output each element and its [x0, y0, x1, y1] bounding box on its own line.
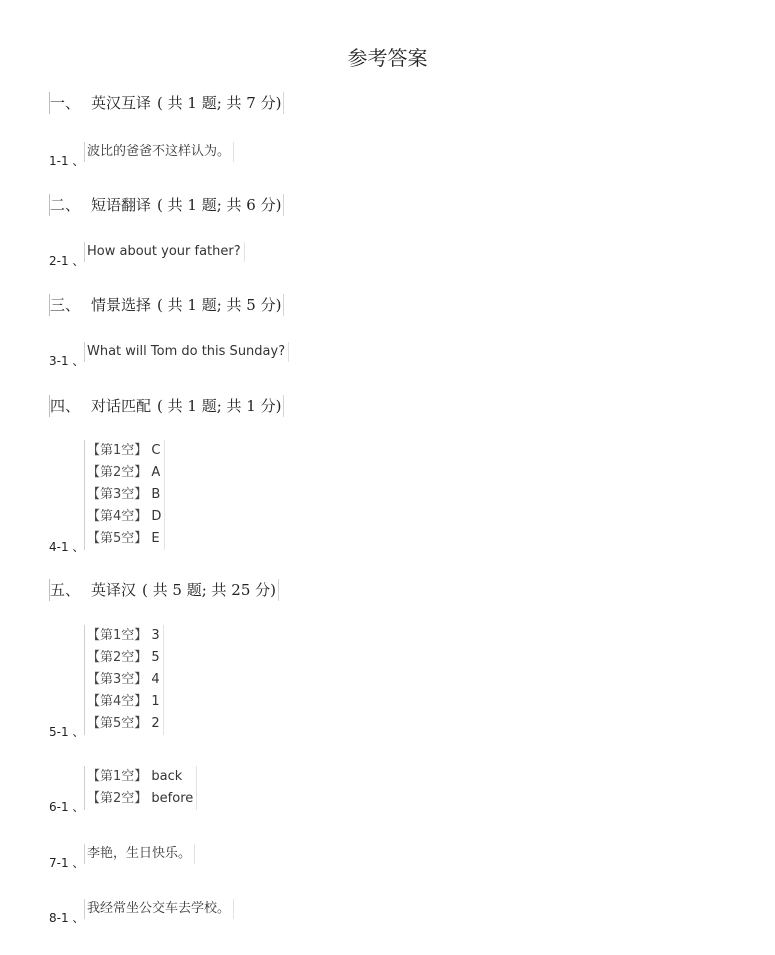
- section-number: 二、: [50, 196, 81, 214]
- section-score: ( 共 1 题; 共 6 分): [157, 196, 282, 214]
- blank-row: [87, 713, 160, 735]
- section-score: ( 共 5 题; 共 25 分): [142, 581, 277, 599]
- blank-row: [87, 506, 161, 528]
- blank-tag: 【第1空】: [87, 628, 148, 643]
- blank-row: [87, 625, 160, 647]
- answer-text: 波比的爸爸不这样认为。: [87, 144, 231, 159]
- answer-text: What will Tom do this Sunday?: [87, 344, 286, 359]
- answer-text: 我经常坐公交车去学校。: [87, 901, 231, 916]
- blank-row: [87, 669, 160, 691]
- blank-value: D: [151, 509, 162, 524]
- blank-value: 1: [151, 694, 160, 709]
- blank-row: [87, 647, 160, 669]
- question-number: 1-1 、: [49, 154, 85, 168]
- section-number: 五、: [50, 581, 81, 599]
- section-score: ( 共 1 题; 共 7 分): [157, 94, 282, 112]
- answer-box: [84, 342, 289, 362]
- blank-tag: 【第2空】: [87, 791, 148, 806]
- section-name: 英译汉: [91, 581, 137, 599]
- blank-value: A: [151, 465, 161, 480]
- section-name: 短语翻译: [91, 196, 152, 214]
- blank-tag: 【第2空】: [87, 465, 148, 480]
- question-number: 2-1 、: [49, 254, 85, 268]
- page-title: 参考答案: [347, 46, 428, 70]
- answer-box: [84, 242, 245, 262]
- question-number: 7-1 、: [49, 856, 85, 870]
- answer-box: [84, 766, 197, 810]
- blank-tag: 【第4空】: [87, 509, 148, 524]
- section-heading-5: [49, 579, 279, 601]
- blank-value: 2: [151, 716, 160, 731]
- blank-row: [87, 788, 193, 810]
- blank-row: [87, 766, 193, 788]
- blank-row: [87, 528, 161, 550]
- blank-value: E: [151, 531, 160, 546]
- blank-tag: 【第4空】: [87, 694, 148, 709]
- section-name: 英汉互译: [91, 94, 152, 112]
- blank-row: [87, 691, 160, 713]
- answer-box: [84, 440, 165, 550]
- section-heading-3: [49, 294, 284, 316]
- blank-value: before: [151, 791, 194, 806]
- blank-tag: 【第5空】: [87, 716, 148, 731]
- section-name: 对话匹配: [91, 397, 152, 415]
- blank-value: back: [151, 769, 183, 784]
- answer-box: [84, 142, 234, 162]
- blank-value: 4: [151, 672, 160, 687]
- answer-box: [84, 844, 195, 864]
- answer-text: 李艳，生日快乐。: [87, 846, 192, 861]
- section-heading-2: [49, 194, 284, 216]
- section-heading-4: [49, 395, 284, 417]
- question-number: 4-1 、: [49, 540, 85, 554]
- answer-box: [84, 625, 164, 735]
- blank-tag: 【第3空】: [87, 672, 148, 687]
- blank-row: [87, 484, 161, 506]
- blank-row: [87, 462, 161, 484]
- blank-tag: 【第1空】: [87, 443, 148, 458]
- section-number: 三、: [50, 296, 81, 314]
- question-number: 6-1 、: [49, 800, 85, 814]
- section-number: 一、: [50, 94, 81, 112]
- blank-tag: 【第1空】: [87, 769, 148, 784]
- section-score: ( 共 1 题; 共 1 分): [157, 397, 282, 415]
- section-number: 四、: [50, 397, 81, 415]
- section-score: ( 共 1 题; 共 5 分): [157, 296, 282, 314]
- blank-value: B: [151, 487, 161, 502]
- question-number: 3-1 、: [49, 354, 85, 368]
- blank-value: 3: [151, 628, 160, 643]
- question-number: 5-1 、: [49, 725, 85, 739]
- blank-value: 5: [151, 650, 160, 665]
- answer-box: [84, 899, 234, 919]
- section-heading-1: [49, 92, 284, 114]
- blank-tag: 【第2空】: [87, 650, 148, 665]
- section-name: 情景选择: [91, 296, 152, 314]
- blank-tag: 【第3空】: [87, 487, 148, 502]
- blank-row: [87, 440, 161, 462]
- question-number: 8-1 、: [49, 911, 85, 925]
- blank-tag: 【第5空】: [87, 531, 148, 546]
- answer-text: How about your father?: [87, 244, 241, 259]
- blank-value: C: [151, 443, 161, 458]
